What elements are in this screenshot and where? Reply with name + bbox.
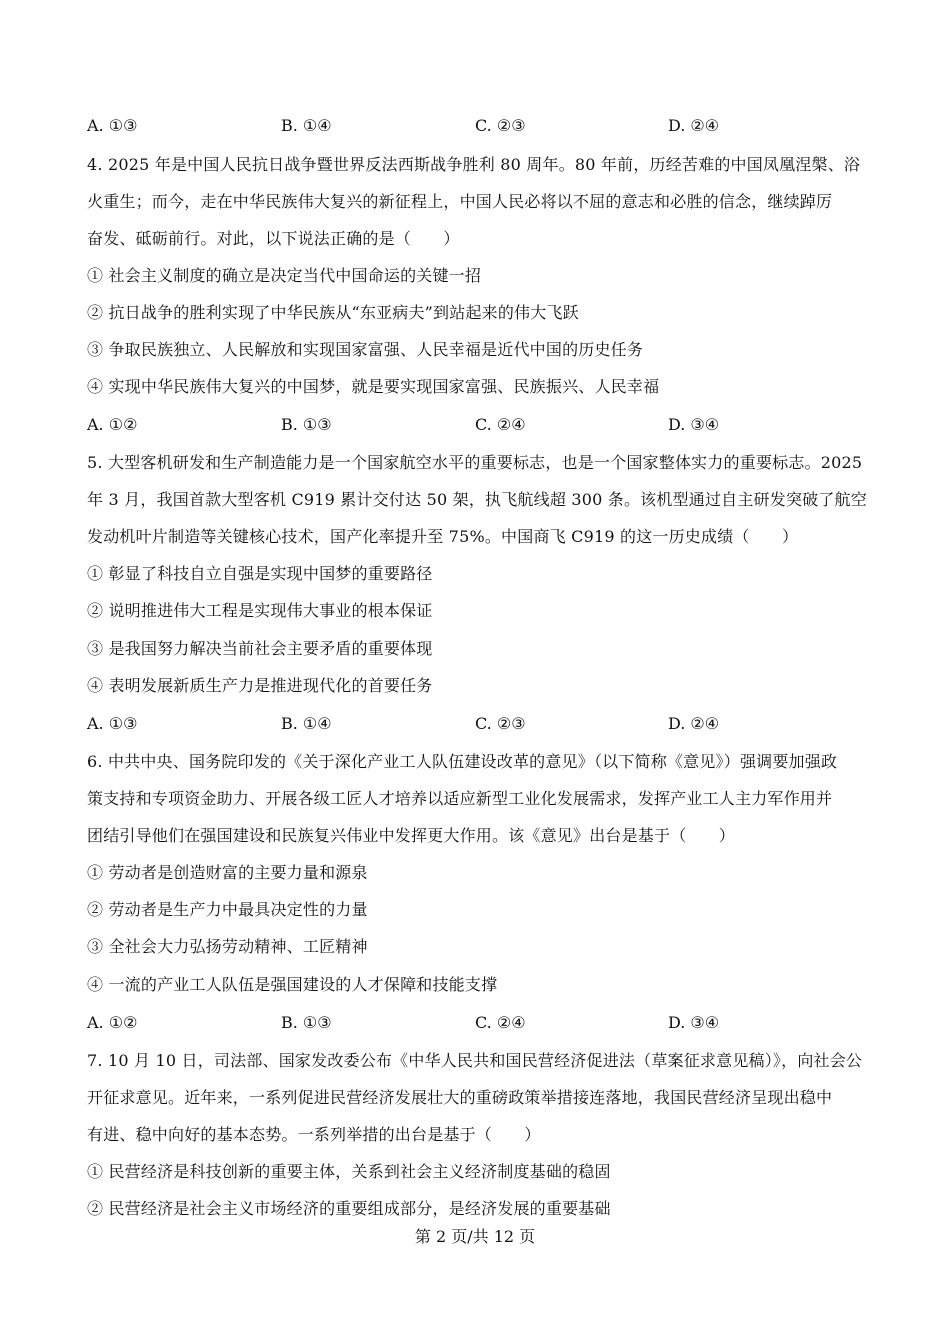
q4-stem-line-2: 火重生；而今，走在中华民族伟大复兴的新征程上，中国人民必将以不屈的意志和必胜的信念，继续踔厉 xyxy=(87,192,833,211)
option-c: C. ②④ xyxy=(475,1013,526,1032)
q7-stem-line-1: 7. 10 月 10 日，司法部、国家发改委公布《中华人民共和国民营经济促进法（草案征求意见稿）》，向社会公 xyxy=(87,1051,863,1070)
q5-stem-line-2: 年 3 月，我国首款大型客机 C919 累计交付达 50 架，执飞航线超 300 条。该机型通过自主研发突破了航空 xyxy=(87,490,867,509)
q6-statement-1: ① 劳动者是创造财富的主要力量和源泉 xyxy=(87,863,368,882)
q5-options xyxy=(87,713,877,735)
q6-statement-4: ④ 一流的产业工人队伍是强国建设的人才保障和技能支撑 xyxy=(87,975,498,994)
option-b: B. ①③ xyxy=(281,1013,332,1032)
q6-stem-line-1: 6. 中共中央、国务院印发的《关于深化产业工人队伍建设改革的意见》（以下简称《意见》）强调要加强政 xyxy=(87,752,838,771)
q3-options xyxy=(87,115,877,137)
q4-statement-4: ④ 实现中华民族伟大复兴的中国梦，就是要实现国家富强、民族振兴、人民幸福 xyxy=(87,377,660,396)
q5-statement-4: ④ 表明发展新质生产力是推进现代化的首要任务 xyxy=(87,676,433,695)
option-c: C. ②③ xyxy=(475,714,526,733)
q4-stem-line-3: 奋发、砥砺前行。对此，以下说法正确的是（ ） xyxy=(87,229,460,248)
q6-statement-2: ② 劳动者是生产力中最具决定性的力量 xyxy=(87,900,368,919)
q7-stem-line-3: 有进、稳中向好的基本态势。一系列举措的出台是基于（ ） xyxy=(87,1125,541,1144)
q5-stem-line-3: 发动机叶片制造等关键核心技术，国产化率提升至 75%。中国商飞 C919 的这一历史成绩（ ） xyxy=(87,527,799,546)
q5-stem-line-1: 5. 大型客机研发和生产制造能力是一个国家航空水平的重要标志，也是一个国家整体实力的重要标志。2025 xyxy=(87,453,863,472)
option-c: C. ②③ xyxy=(475,116,526,135)
option-c: C. ②④ xyxy=(475,415,526,434)
q7-statement-2: ② 民营经济是社会主义市场经济的重要组成部分，是经济发展的重要基础 xyxy=(87,1199,611,1218)
q6-statement-3: ③ 全社会大力弘扬劳动精神、工匠精神 xyxy=(87,937,368,956)
option-a: A. ①③ xyxy=(87,714,138,733)
q4-statement-3: ③ 争取民族独立、人民解放和实现国家富强、人民幸福是近代中国的历史任务 xyxy=(87,340,644,359)
option-b: B. ①④ xyxy=(281,116,332,135)
q6-stem-line-3: 团结引导他们在强国建设和民族复兴伟业中发挥更大作用。该《意见》出台是基于（ ） xyxy=(87,826,736,845)
q4-options xyxy=(87,414,877,436)
page-number-footer: 第 2 页/共 12 页 xyxy=(414,1227,536,1246)
q6-stem-line-2: 策支持和专项资金助力、开展各级工匠人才培养以适应新型工业化发展需求，发挥产业工人主力军作用并 xyxy=(87,789,833,808)
option-b: B. ①④ xyxy=(281,714,332,733)
q4-stem-line-1: 4. 2025 年是中国人民抗日战争暨世界反法西斯战争胜利 80 周年。80 年前，历经苦难的中国凤凰涅槃、浴 xyxy=(87,155,861,174)
q5-statement-2: ② 说明推进伟大工程是实现伟大事业的根本保证 xyxy=(87,601,433,620)
option-b: B. ①③ xyxy=(281,415,332,434)
q7-statement-1: ① 民营经济是科技创新的重要主体，关系到社会主义经济制度基础的稳固 xyxy=(87,1162,611,1181)
option-d: D. ③④ xyxy=(668,415,720,434)
q5-statement-1: ① 彰显了科技自立自强是实现中国梦的重要路径 xyxy=(87,564,433,583)
q6-options xyxy=(87,1012,877,1034)
option-a: A. ①③ xyxy=(87,116,138,135)
option-a: A. ①② xyxy=(87,415,138,434)
option-a: A. ①② xyxy=(87,1013,138,1032)
q7-stem-line-2: 开征求意见。近年来，一系列促进民营经济发展壮大的重磅政策举措接连落地，我国民营经济呈现出稳中 xyxy=(87,1088,833,1107)
option-d: D. ③④ xyxy=(668,1013,720,1032)
option-d: D. ②④ xyxy=(668,714,720,733)
q4-statement-2: ② 抗日战争的胜利实现了中华民族从“东亚病夫”到站起来的伟大飞跃 xyxy=(87,303,579,322)
q4-statement-1: ① 社会主义制度的确立是决定当代中国命运的关键一招 xyxy=(87,266,482,285)
q5-statement-3: ③ 是我国努力解决当前社会主要矛盾的重要体现 xyxy=(87,639,433,658)
option-d: D. ②④ xyxy=(668,116,720,135)
